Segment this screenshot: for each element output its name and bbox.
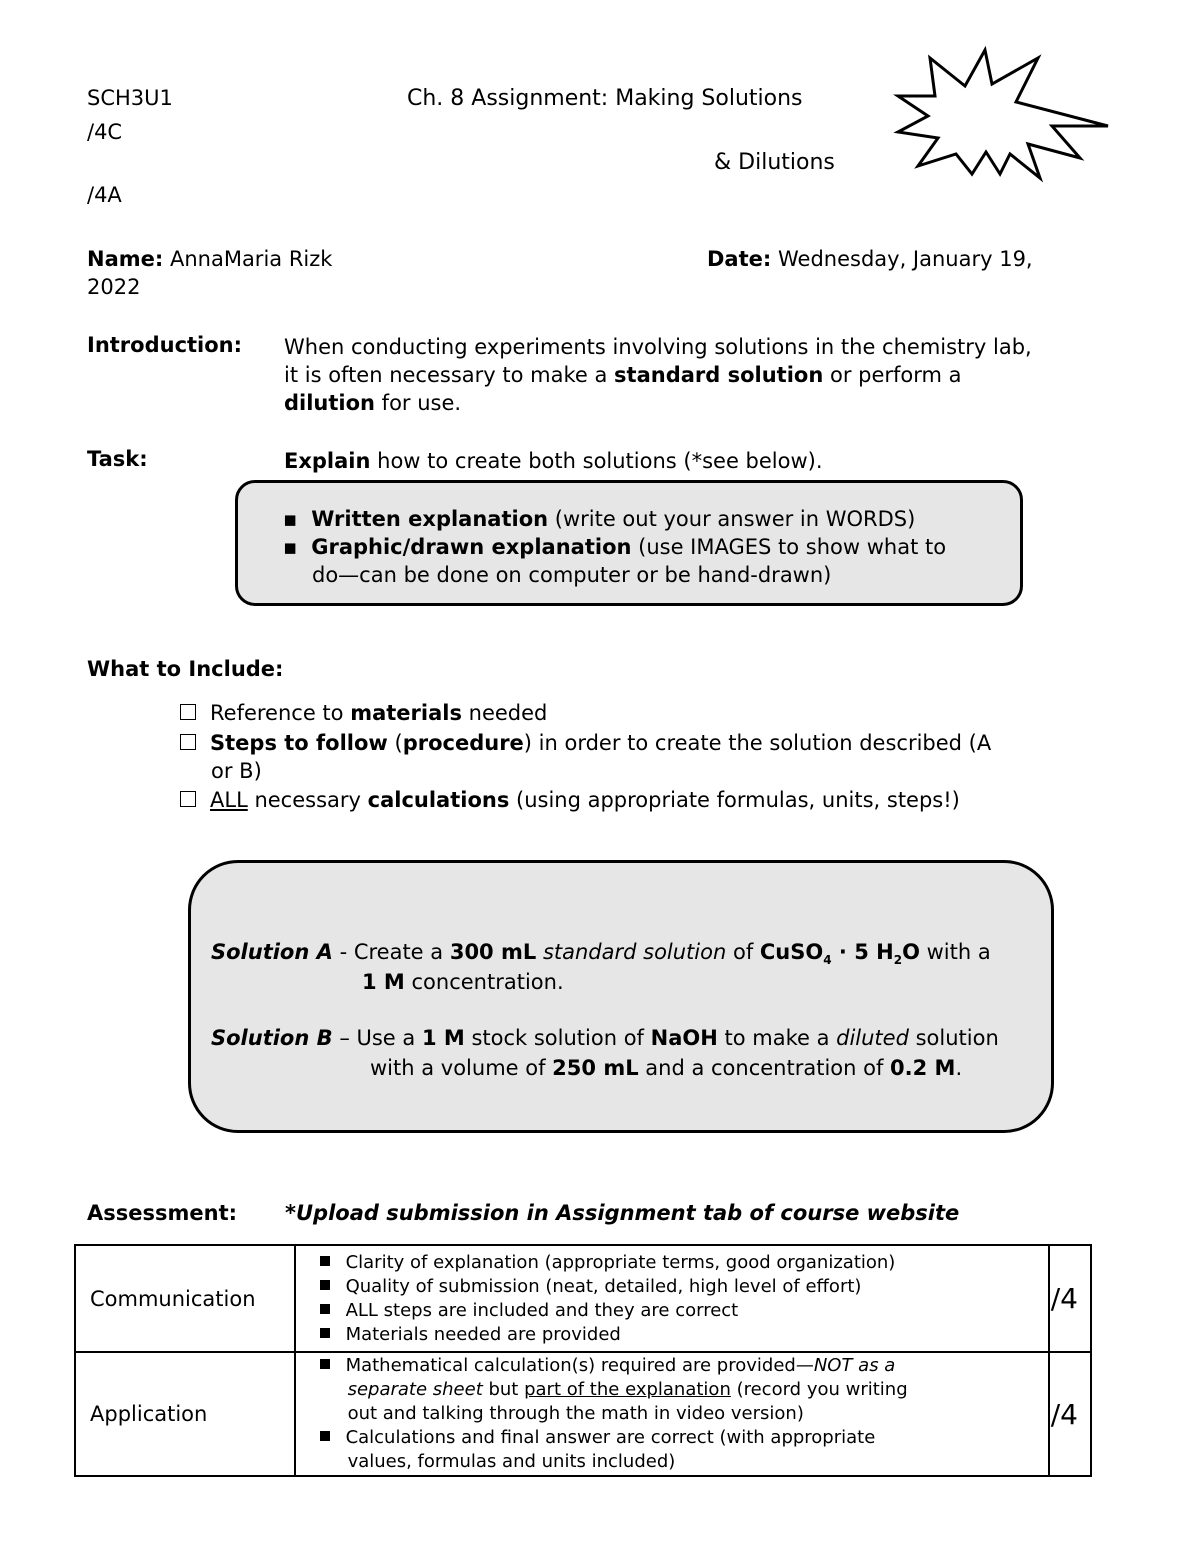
text-run: or perform a xyxy=(823,363,962,387)
rubric-criterion-line xyxy=(320,1251,1047,1275)
starburst-icon xyxy=(890,44,1115,184)
intro-line xyxy=(284,333,1032,361)
text-run: Calculations and final answer are correct (with appropriate xyxy=(345,1427,876,1448)
square-bullet-icon xyxy=(320,1359,330,1369)
text-run: Written explanation xyxy=(311,507,549,531)
task-bullet-text xyxy=(311,535,946,559)
rubric-mark: /4 xyxy=(1049,1352,1091,1476)
task-bullet: ▪ Written explanation (write out your answer in WORDS) xyxy=(283,507,916,531)
task-bullet-text xyxy=(311,507,915,531)
rubric-mark: /4 xyxy=(1049,1245,1091,1352)
application-mark: /4A xyxy=(87,183,122,207)
checkbox-icon[interactable] xyxy=(180,791,196,807)
text-run: Mathematical calculation(s) required are provided— xyxy=(345,1355,814,1376)
text-run: Solution B xyxy=(211,1026,333,1050)
assessment-note: *Upload submission in Assignment tab of course website xyxy=(285,1201,960,1225)
text-run xyxy=(536,940,543,964)
text-run: to make a xyxy=(717,1026,837,1050)
rubric-criterion-line xyxy=(320,1426,1047,1450)
text-run: of xyxy=(726,940,760,964)
text-run: materials xyxy=(350,701,462,725)
intro-line xyxy=(284,361,962,389)
text-run: . xyxy=(955,1056,963,1080)
text-run: · 5 H xyxy=(831,940,894,964)
text-run: Clarity of explanation (appropriate terms, good organization) xyxy=(345,1251,896,1273)
text-run: solution xyxy=(908,1026,999,1050)
date-year: 2022 xyxy=(87,275,141,299)
course-code: SCH3U1 xyxy=(87,86,173,110)
text-run: 4 xyxy=(823,953,832,968)
text-run: O xyxy=(902,940,920,964)
text-run: part of the explanation xyxy=(524,1379,731,1400)
text-run: NaOH xyxy=(650,1026,718,1050)
text-run: with a xyxy=(919,940,991,964)
text-run: ALL steps are included and they are correct xyxy=(345,1299,739,1321)
assignment-title-cont: & Dilutions xyxy=(714,150,835,175)
rubric-criterion-line xyxy=(320,1323,1047,1347)
text-run: ( xyxy=(387,731,403,755)
date-label: Date: xyxy=(707,247,772,271)
text-run: Solution A xyxy=(211,940,333,964)
text-run: values, formulas and units included) xyxy=(347,1451,676,1472)
text-run: Steps to follow xyxy=(210,731,388,755)
text-run: Graphic/drawn explanation xyxy=(311,535,632,559)
task-label: Task: xyxy=(87,447,148,471)
date-field xyxy=(707,247,1033,271)
text-run: with a volume of xyxy=(370,1056,553,1080)
solution-b-line xyxy=(211,1024,999,1052)
solution-b-line xyxy=(370,1054,962,1082)
rubric-criterion-line xyxy=(320,1354,1047,1378)
include-item-text xyxy=(210,731,991,755)
text-run: Reference to xyxy=(210,701,351,725)
text-run: out and talking through the math in video version) xyxy=(347,1403,804,1424)
task-bullet-cont xyxy=(312,561,831,589)
square-bullet-icon xyxy=(320,1304,330,1314)
text-run: but xyxy=(482,1379,525,1400)
solution-a-line xyxy=(362,968,564,996)
square-bullet-icon xyxy=(320,1328,330,1338)
text-run: ) in order to create the solution described (A xyxy=(523,731,992,755)
text-run: necessary xyxy=(247,788,368,812)
name-field xyxy=(87,247,332,271)
text-run: procedure xyxy=(402,731,524,755)
rubric-criterion-line xyxy=(320,1275,1047,1299)
text-run: it is often necessary to make a xyxy=(284,363,615,387)
text-run: concentration. xyxy=(404,970,564,994)
text-run: NOT as a xyxy=(813,1355,896,1376)
solution-a-line xyxy=(211,938,991,974)
include-item-cont xyxy=(211,757,262,785)
include-item-text xyxy=(210,788,960,812)
text-run: ALL xyxy=(210,788,248,812)
checkbox-icon[interactable] xyxy=(180,734,196,750)
text-run: 300 mL xyxy=(449,940,537,964)
rubric-row-communication xyxy=(75,1245,1091,1352)
text-run: standard solution xyxy=(542,940,727,964)
text-run: and a concentration of xyxy=(638,1056,891,1080)
text-run: for use. xyxy=(375,391,462,415)
text-run: 1 M xyxy=(421,1026,465,1050)
rubric-criteria xyxy=(295,1352,1049,1476)
text-run: Materials needed are provided xyxy=(345,1323,621,1345)
text-run: standard solution xyxy=(614,363,824,387)
rubric-category: Application xyxy=(75,1352,295,1476)
date-value: Wednesday, January 19, xyxy=(777,247,1033,271)
text-run: (using appropriate formulas, units, steps!) xyxy=(509,788,960,812)
text-run: (record you writing xyxy=(730,1379,908,1400)
text-run: how to create both solutions (*see below). xyxy=(370,449,823,473)
text-run: 1 M xyxy=(362,970,405,994)
task-bullet: ▪ Graphic/drawn explanation (use IMAGES to show what to xyxy=(283,535,947,559)
rubric-criteria xyxy=(295,1245,1049,1352)
square-bullet-icon xyxy=(320,1280,330,1290)
text-run: When conducting experiments involving solutions in the chemistry lab, xyxy=(284,335,1032,359)
rubric-criterion-line xyxy=(348,1450,1047,1474)
rubric-criterion-line xyxy=(320,1299,1047,1323)
text-run: (use IMAGES to show what to xyxy=(631,535,947,559)
text-run: do—can be done on computer or be hand-drawn) xyxy=(312,563,832,587)
text-run: calculations xyxy=(367,788,510,812)
assignment-title: Ch. 8 Assignment: Making Solutions xyxy=(407,86,803,111)
rubric-criterion-line xyxy=(348,1378,1047,1402)
text-run: diluted xyxy=(836,1026,909,1050)
square-bullet-icon xyxy=(320,1431,330,1441)
intro-line xyxy=(284,389,461,417)
solutions-box xyxy=(188,860,1054,1133)
name-label: Name: xyxy=(87,247,164,271)
text-run: needed xyxy=(461,701,548,725)
text-run: - Create a xyxy=(332,940,450,964)
rubric-category: Communication xyxy=(75,1245,295,1352)
text-run: 0.2 M xyxy=(890,1056,956,1080)
text-run: – Use a xyxy=(332,1026,422,1050)
text-run: dilution xyxy=(284,391,375,415)
include-item xyxy=(180,699,547,727)
name-value: AnnaMaria Rizk xyxy=(169,247,333,271)
communication-mark: /4C xyxy=(87,120,123,144)
include-heading: What to Include: xyxy=(87,657,284,681)
task-line xyxy=(284,447,823,475)
assessment-label: Assessment: xyxy=(87,1201,238,1225)
rubric-criterion-line xyxy=(348,1402,1047,1426)
include-item-text xyxy=(210,701,547,725)
rubric-row-application xyxy=(75,1352,1091,1476)
square-bullet-icon xyxy=(320,1256,330,1266)
text-run: Explain xyxy=(284,449,371,473)
text-run: (write out your answer in WORDS) xyxy=(548,507,916,531)
text-run: CuSO xyxy=(759,940,824,964)
text-run: or B) xyxy=(211,759,262,783)
text-run: 2 xyxy=(893,953,903,968)
introduction-label: Introduction: xyxy=(87,333,243,357)
rubric-table xyxy=(74,1244,1092,1477)
checkbox-icon[interactable] xyxy=(180,704,196,720)
text-run: 250 mL xyxy=(552,1056,639,1080)
text-run: separate sheet xyxy=(347,1379,483,1400)
text-run: stock solution of xyxy=(464,1026,651,1050)
include-item xyxy=(180,786,960,814)
text-run: Quality of submission (neat, detailed, high level of effort) xyxy=(345,1275,862,1297)
include-item xyxy=(180,729,991,757)
